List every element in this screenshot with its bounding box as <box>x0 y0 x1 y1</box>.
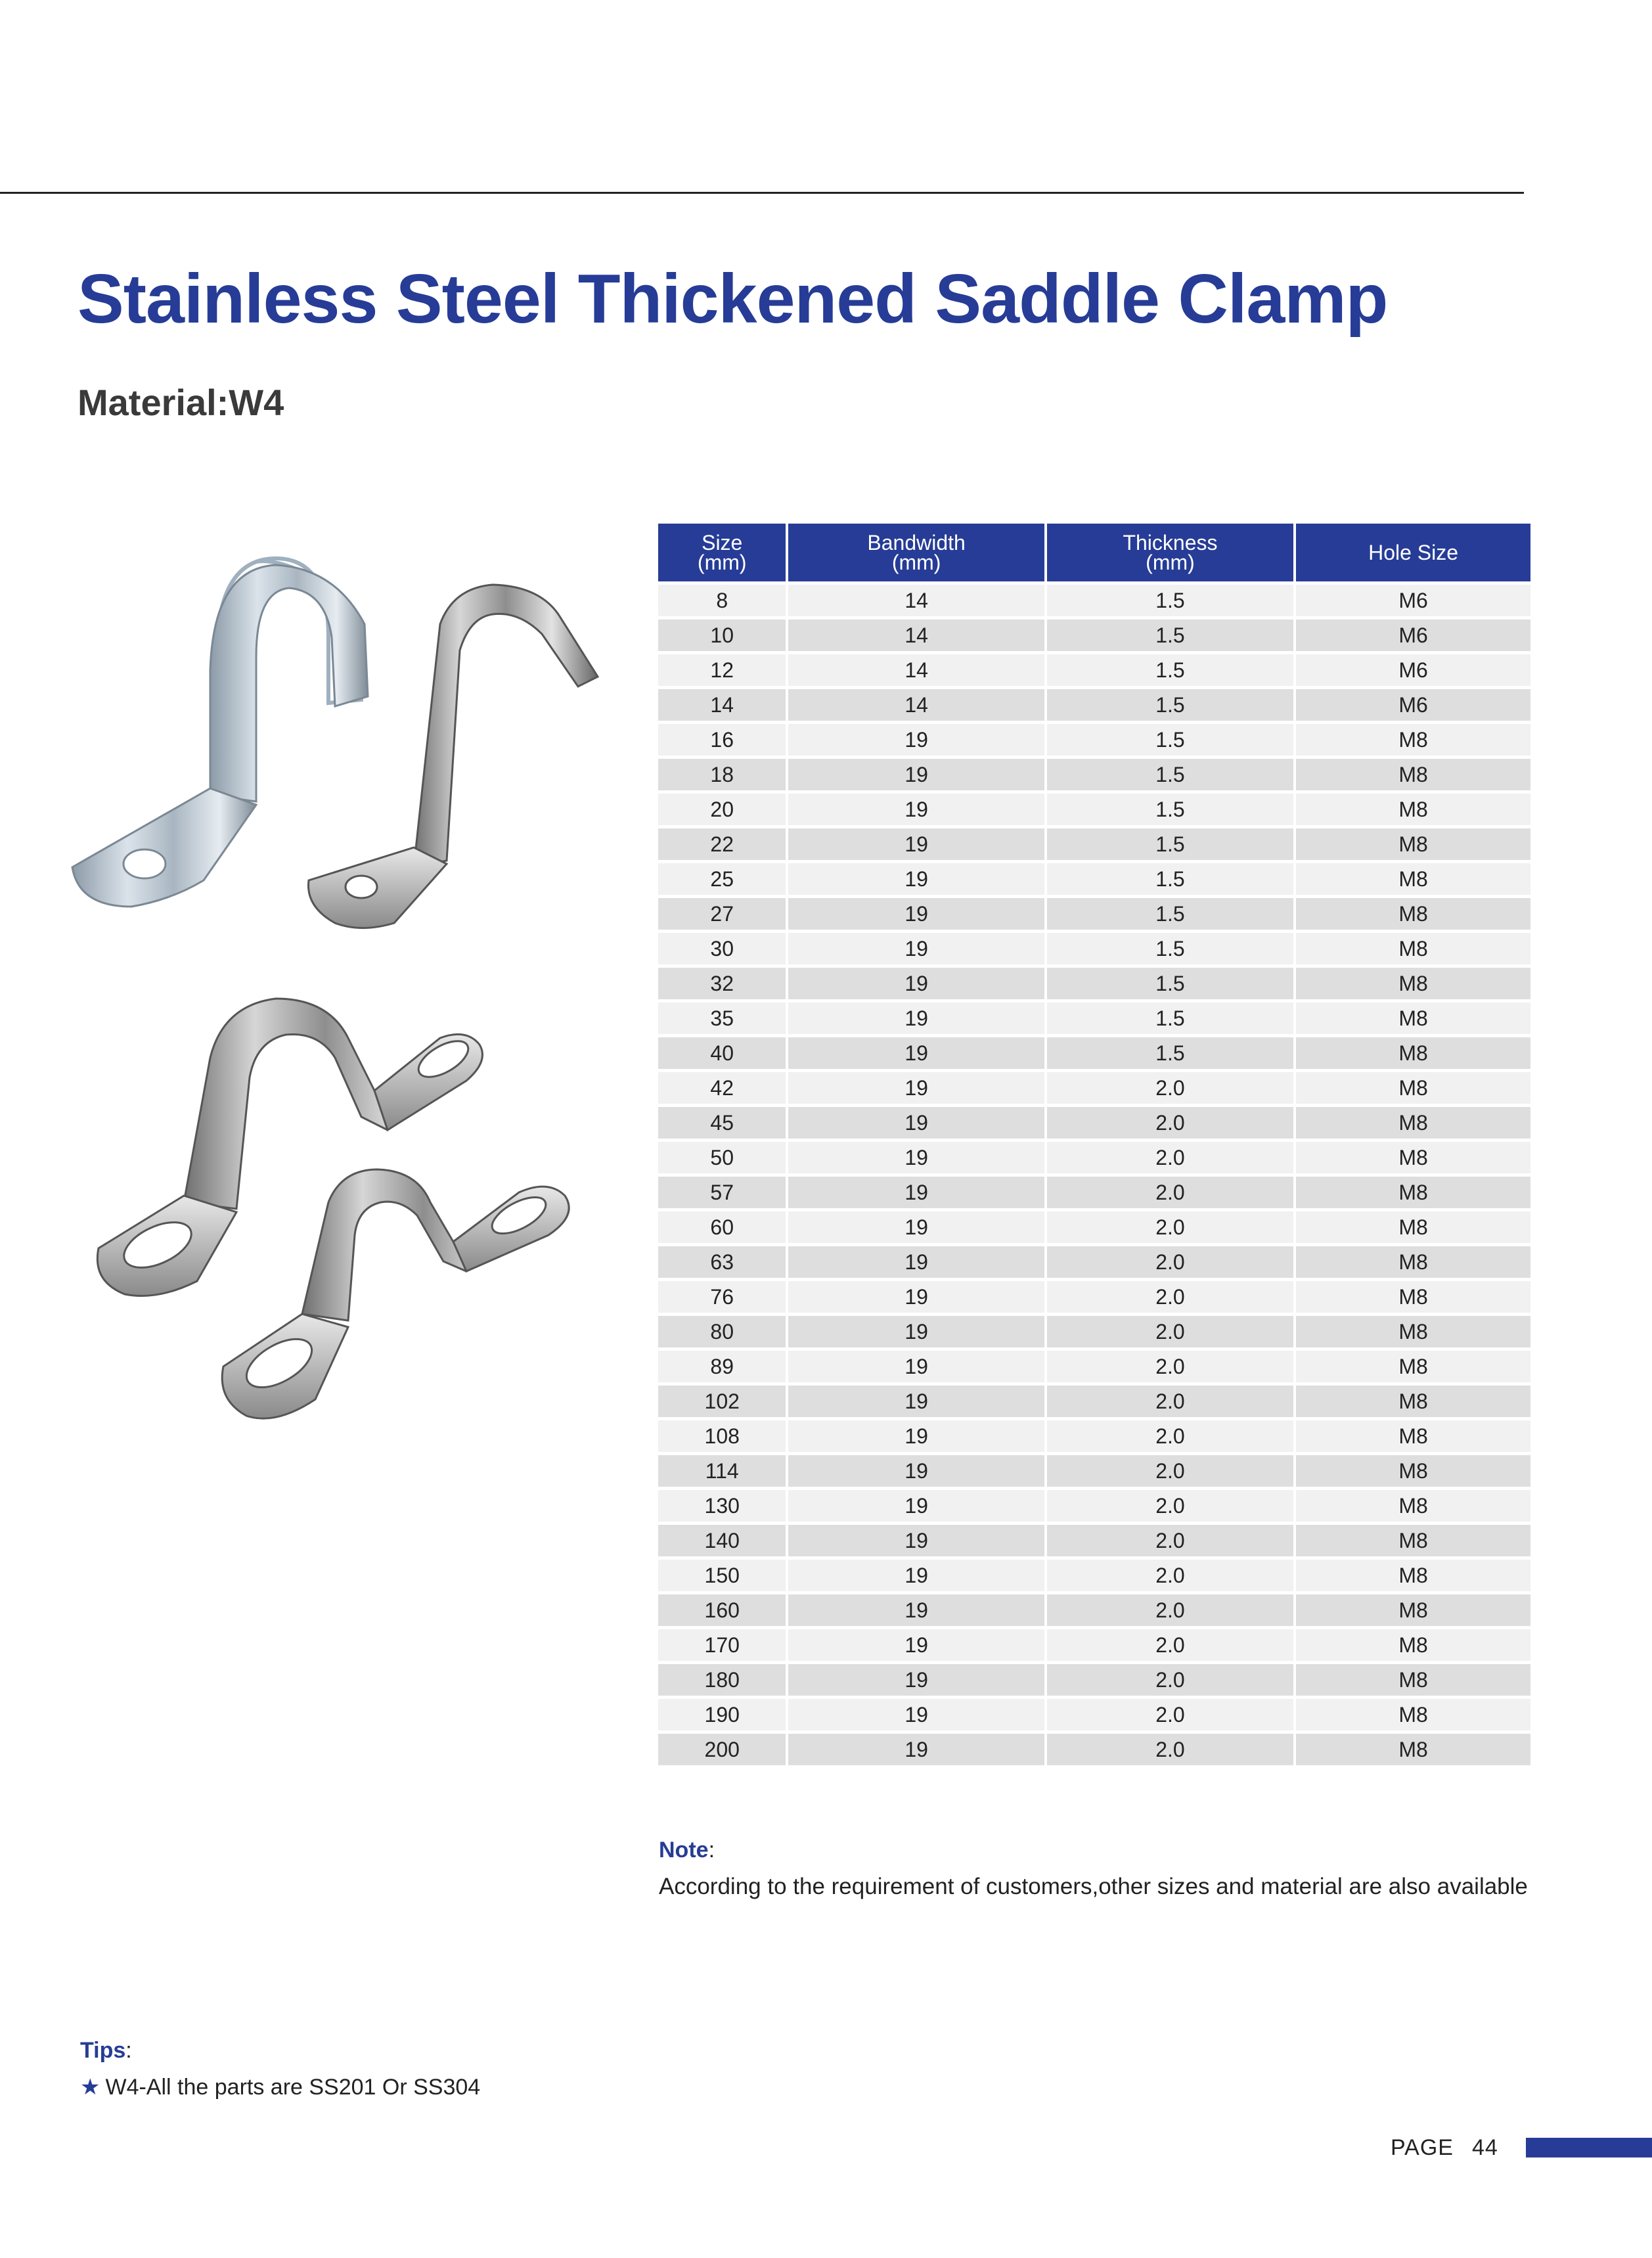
cell-hole-size: M8 <box>1296 1211 1530 1243</box>
table-row <box>658 1455 1530 1487</box>
table-row <box>658 898 1530 930</box>
table-row <box>658 1699 1530 1730</box>
cell-bandwidth: 19 <box>788 1420 1044 1452</box>
table-row <box>658 1142 1530 1173</box>
table-row <box>658 1316 1530 1347</box>
cell-hole-size: M8 <box>1296 794 1530 825</box>
cell-hole-size: M8 <box>1296 898 1530 930</box>
cell-hole-size: M8 <box>1296 1177 1530 1208</box>
cell-hole-size: M8 <box>1296 1734 1530 1765</box>
cell-hole-size: M6 <box>1296 689 1530 721</box>
cell-hole-size: M8 <box>1296 828 1530 860</box>
cell-thickness: 1.5 <box>1047 724 1293 756</box>
cell-bandwidth: 14 <box>788 620 1044 651</box>
cell-hole-size: M8 <box>1296 1246 1530 1278</box>
cell-size: 30 <box>658 933 786 964</box>
cell-hole-size: M8 <box>1296 1142 1530 1173</box>
cell-hole-size: M8 <box>1296 1455 1530 1487</box>
table-row <box>658 1664 1530 1696</box>
cell-hole-size: M8 <box>1296 1525 1530 1556</box>
cell-bandwidth: 14 <box>788 689 1044 721</box>
tips-item-text: W4-All the parts are SS201 Or SS304 <box>105 2075 481 2100</box>
table-row <box>658 620 1530 651</box>
cell-bandwidth: 19 <box>788 1072 1044 1104</box>
table-row <box>658 1177 1530 1208</box>
table-row <box>658 1629 1530 1661</box>
cell-thickness: 2.0 <box>1047 1699 1293 1730</box>
note-label-text: Note <box>659 1838 709 1863</box>
table-row <box>658 759 1530 790</box>
cell-size: 14 <box>658 689 786 721</box>
header-bandwidth <box>788 524 1044 581</box>
cell-hole-size: M8 <box>1296 1629 1530 1661</box>
cell-bandwidth: 19 <box>788 1664 1044 1696</box>
cell-size: 40 <box>658 1037 786 1069</box>
cell-thickness: 1.5 <box>1047 898 1293 930</box>
cell-bandwidth: 19 <box>788 1177 1044 1208</box>
cell-hole-size: M8 <box>1296 1490 1530 1522</box>
cell-hole-size: M8 <box>1296 863 1530 895</box>
cell-hole-size: M8 <box>1296 1037 1530 1069</box>
cell-size: 108 <box>658 1420 786 1452</box>
header-thickness-unit: (mm) <box>1146 551 1195 574</box>
cell-size: 160 <box>658 1594 786 1626</box>
table-row <box>658 828 1530 860</box>
header-rule <box>0 192 1524 194</box>
cell-bandwidth: 19 <box>788 1525 1044 1556</box>
cell-bandwidth: 19 <box>788 1211 1044 1243</box>
cell-thickness: 2.0 <box>1047 1455 1293 1487</box>
cell-size: 130 <box>658 1490 786 1522</box>
cell-size: 42 <box>658 1072 786 1104</box>
cell-thickness: 2.0 <box>1047 1629 1293 1661</box>
header-size <box>658 524 786 581</box>
cell-size: 190 <box>658 1699 786 1730</box>
cell-thickness: 2.0 <box>1047 1490 1293 1522</box>
header-size-label: Size <box>702 531 743 554</box>
cell-hole-size: M8 <box>1296 1664 1530 1696</box>
cell-bandwidth: 19 <box>788 1107 1044 1139</box>
tips-colon: : <box>125 2038 132 2063</box>
header-thickness-label: Thickness <box>1123 531 1218 554</box>
clamp-photo-zinc <box>72 558 368 907</box>
header-hole-size <box>1296 524 1530 581</box>
cell-thickness: 2.0 <box>1047 1281 1293 1313</box>
cell-bandwidth: 19 <box>788 1629 1044 1661</box>
cell-bandwidth: 19 <box>788 1037 1044 1069</box>
cell-size: 89 <box>658 1351 786 1382</box>
cell-size: 140 <box>658 1525 786 1556</box>
table-row <box>658 689 1530 721</box>
table-row <box>658 794 1530 825</box>
cell-thickness: 2.0 <box>1047 1525 1293 1556</box>
cell-bandwidth: 19 <box>788 828 1044 860</box>
clamp-photo-steel-3 <box>222 1169 569 1418</box>
cell-size: 45 <box>658 1107 786 1139</box>
table-row <box>658 863 1530 895</box>
cell-thickness: 1.5 <box>1047 689 1293 721</box>
cell-hole-size: M8 <box>1296 1107 1530 1139</box>
spec-table-body <box>658 585 1530 1765</box>
cell-hole-size: M8 <box>1296 1386 1530 1417</box>
cell-bandwidth: 19 <box>788 863 1044 895</box>
cell-bandwidth: 19 <box>788 1386 1044 1417</box>
cell-thickness: 1.5 <box>1047 759 1293 790</box>
header-bandwidth-unit: (mm) <box>891 551 941 574</box>
cell-bandwidth: 19 <box>788 1281 1044 1313</box>
cell-size: 8 <box>658 585 786 616</box>
spec-table <box>656 520 1533 1769</box>
cell-bandwidth: 19 <box>788 1351 1044 1382</box>
cell-size: 200 <box>658 1734 786 1765</box>
cell-size: 80 <box>658 1316 786 1347</box>
cell-hole-size: M6 <box>1296 585 1530 616</box>
product-photos <box>59 539 637 1458</box>
cell-size: 60 <box>658 1211 786 1243</box>
cell-thickness: 2.0 <box>1047 1734 1293 1765</box>
table-row <box>658 1003 1530 1034</box>
cell-size: 114 <box>658 1455 786 1487</box>
cell-thickness: 2.0 <box>1047 1664 1293 1696</box>
header-size-unit: (mm) <box>697 551 747 574</box>
cell-size: 102 <box>658 1386 786 1417</box>
cell-thickness: 2.0 <box>1047 1420 1293 1452</box>
cell-size: 63 <box>658 1246 786 1278</box>
cell-size: 27 <box>658 898 786 930</box>
cell-thickness: 2.0 <box>1047 1594 1293 1626</box>
cell-thickness: 2.0 <box>1047 1142 1293 1173</box>
cell-size: 57 <box>658 1177 786 1208</box>
cell-thickness: 2.0 <box>1047 1072 1293 1104</box>
note-text: According to the requirement of customers,other sizes and material are also available <box>659 1874 1528 1899</box>
table-row <box>658 1107 1530 1139</box>
cell-size: 180 <box>658 1664 786 1696</box>
cell-thickness: 2.0 <box>1047 1211 1293 1243</box>
cell-bandwidth: 14 <box>788 654 1044 686</box>
cell-bandwidth: 19 <box>788 898 1044 930</box>
table-row <box>658 1560 1530 1591</box>
cell-thickness: 2.0 <box>1047 1386 1293 1417</box>
cell-thickness: 1.5 <box>1047 1003 1293 1034</box>
cell-thickness: 2.0 <box>1047 1246 1293 1278</box>
cell-hole-size: M8 <box>1296 1003 1530 1034</box>
table-row <box>658 968 1530 999</box>
cell-hole-size: M8 <box>1296 759 1530 790</box>
cell-bandwidth: 19 <box>788 1142 1044 1173</box>
cell-bandwidth: 14 <box>788 585 1044 616</box>
table-row <box>658 1072 1530 1104</box>
cell-size: 32 <box>658 968 786 999</box>
cell-hole-size: M8 <box>1296 1420 1530 1452</box>
tips-item <box>80 2074 480 2100</box>
header-thickness <box>1047 524 1293 581</box>
table-row <box>658 1351 1530 1382</box>
cell-thickness: 1.5 <box>1047 863 1293 895</box>
cell-size: 16 <box>658 724 786 756</box>
cell-size: 35 <box>658 1003 786 1034</box>
cell-hole-size: M6 <box>1296 654 1530 686</box>
cell-bandwidth: 19 <box>788 1560 1044 1591</box>
cell-bandwidth: 19 <box>788 1455 1044 1487</box>
cell-bandwidth: 19 <box>788 794 1044 825</box>
table-row <box>658 1246 1530 1278</box>
cell-thickness: 2.0 <box>1047 1560 1293 1591</box>
cell-thickness: 2.0 <box>1047 1351 1293 1382</box>
page-footer <box>1391 2135 1498 2161</box>
header-hole-size-label: Hole Size <box>1368 541 1459 564</box>
cell-thickness: 1.5 <box>1047 794 1293 825</box>
cell-bandwidth: 19 <box>788 1316 1044 1347</box>
cell-size: 10 <box>658 620 786 651</box>
cell-thickness: 2.0 <box>1047 1107 1293 1139</box>
cell-thickness: 1.5 <box>1047 968 1293 999</box>
cell-bandwidth: 19 <box>788 1490 1044 1522</box>
cell-hole-size: M8 <box>1296 1594 1530 1626</box>
table-row <box>658 1211 1530 1243</box>
tips-label-text: Tips <box>80 2038 126 2063</box>
table-row <box>658 933 1530 964</box>
table-row <box>658 1420 1530 1452</box>
cell-hole-size: M6 <box>1296 620 1530 651</box>
table-row <box>658 1037 1530 1069</box>
cell-thickness: 2.0 <box>1047 1316 1293 1347</box>
cell-size: 20 <box>658 794 786 825</box>
page-title: Stainless Steel Thickened Saddle Clamp <box>78 260 1388 338</box>
cell-bandwidth: 19 <box>788 724 1044 756</box>
material-subtitle: Material:W4 <box>78 382 284 423</box>
page-label: PAGE <box>1391 2135 1454 2160</box>
note-colon: : <box>708 1838 715 1863</box>
tips-label <box>80 2038 132 2064</box>
cell-thickness: 1.5 <box>1047 1037 1293 1069</box>
star-icon: ★ <box>80 2075 100 2100</box>
cell-hole-size: M8 <box>1296 1316 1530 1347</box>
table-row <box>658 724 1530 756</box>
table-row <box>658 1594 1530 1626</box>
cell-bandwidth: 19 <box>788 968 1044 999</box>
cell-thickness: 2.0 <box>1047 1177 1293 1208</box>
cell-hole-size: M8 <box>1296 1699 1530 1730</box>
cell-size: 12 <box>658 654 786 686</box>
page-number: 44 <box>1471 2135 1498 2160</box>
cell-thickness: 1.5 <box>1047 585 1293 616</box>
note-label <box>659 1838 715 1863</box>
cell-size: 25 <box>658 863 786 895</box>
cell-size: 22 <box>658 828 786 860</box>
cell-hole-size: M8 <box>1296 933 1530 964</box>
page-accent-bar <box>1526 2138 1652 2157</box>
cell-thickness: 1.5 <box>1047 654 1293 686</box>
clamp-photo-steel-2 <box>97 999 482 1296</box>
cell-thickness: 1.5 <box>1047 620 1293 651</box>
cell-bandwidth: 19 <box>788 1003 1044 1034</box>
cell-hole-size: M8 <box>1296 1351 1530 1382</box>
cell-size: 18 <box>658 759 786 790</box>
cell-hole-size: M8 <box>1296 1281 1530 1313</box>
table-header-row <box>658 524 1530 581</box>
cell-size: 76 <box>658 1281 786 1313</box>
cell-thickness: 1.5 <box>1047 933 1293 964</box>
cell-bandwidth: 19 <box>788 1699 1044 1730</box>
cell-hole-size: M8 <box>1296 1560 1530 1591</box>
table-row <box>658 1490 1530 1522</box>
cell-hole-size: M8 <box>1296 1072 1530 1104</box>
cell-size: 170 <box>658 1629 786 1661</box>
cell-bandwidth: 19 <box>788 933 1044 964</box>
table-row <box>658 654 1530 686</box>
cell-bandwidth: 19 <box>788 1734 1044 1765</box>
table-row <box>658 1734 1530 1765</box>
header-bandwidth-label: Bandwidth <box>867 531 966 554</box>
table-row <box>658 1386 1530 1417</box>
cell-size: 150 <box>658 1560 786 1591</box>
table-row <box>658 1525 1530 1556</box>
cell-bandwidth: 19 <box>788 759 1044 790</box>
cell-size: 50 <box>658 1142 786 1173</box>
cell-bandwidth: 19 <box>788 1594 1044 1626</box>
table-row <box>658 1281 1530 1313</box>
cell-hole-size: M8 <box>1296 968 1530 999</box>
cell-thickness: 1.5 <box>1047 828 1293 860</box>
cell-bandwidth: 19 <box>788 1246 1044 1278</box>
cell-hole-size: M8 <box>1296 724 1530 756</box>
table-row <box>658 585 1530 616</box>
